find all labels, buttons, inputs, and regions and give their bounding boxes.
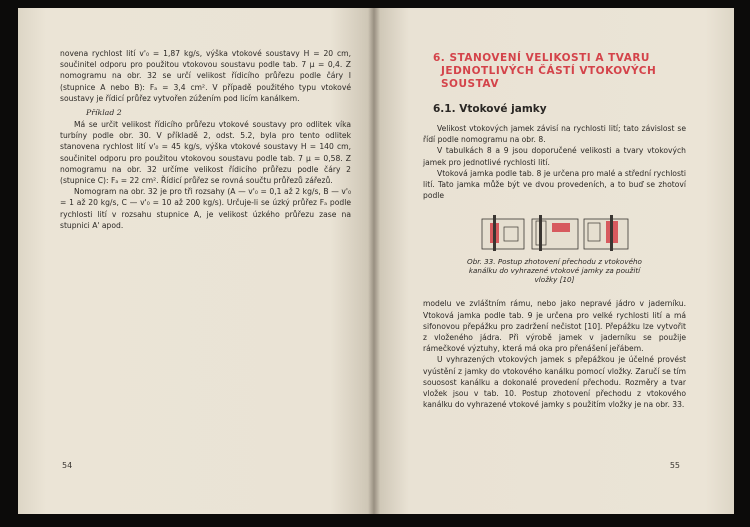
example-heading: Příklad 2 — [86, 108, 122, 118]
page-number: 54 — [62, 461, 73, 470]
chapter-title-line: 6. STANOVENÍ VELIKOSTI A TVARU — [433, 52, 650, 64]
chapter-title-line: SOUSTAV — [441, 78, 499, 90]
right-page — [373, 8, 734, 514]
paragraph: U vyhrazených vtokových jamek s přepážkou je účelné provést vyústění z jamky do vtokového kanálku pomocí vložky. Zaručí se tím souosost kanálku a dokonalé provedení přechodu. Rozměry a tvar vložek jsou v tab. 10. Postup zhotovení přechodu z vtokového kanálku do vyhrazené vtokové jamky s použitím vložky je na obr. 33. — [423, 355, 686, 410]
paragraph: V tabulkách 8 a 9 jsou doporučené velikosti a tvary vtokových jamek pro jednotlivé rychlosti lití. — [423, 146, 686, 167]
section-title: 6.1. Vtokové jamky — [433, 103, 547, 115]
insert-diagram — [480, 209, 630, 253]
page-number: 55 — [669, 461, 680, 470]
diagram-step-2 — [532, 215, 578, 251]
chapter-title — [423, 52, 686, 91]
left-page — [18, 8, 373, 514]
diagram-step-1 — [482, 215, 524, 251]
paragraph: novena rychlost lití v'₀ = 1,87 kg/s, výška vtokové soustavy H = 20 cm, součinitel odporu pro použitou vtokovou soustavu podle tab. 7 μ = 0,4. Z nomogramu na obr. 32 se určí velikost řídicího průřezu podle čáry I (stupnice A nebo B): Fₐ = 3,4 cm². V případě použitého typu vtokové soustavy je řídicí průřez vytvořen zúžením pod licím kanálkem. — [60, 49, 351, 103]
book-gutter — [368, 8, 380, 514]
paragraph: Vtoková jamka podle tab. 8 je určena pro malé a střední rychlosti lití. Tato jamka může být ve dvou provedeních, a to buď se zhotoví podle — [423, 168, 686, 201]
paragraph: Má se určit velikost řídicího průřezu vtokové soustavy pro odlitek víka turbíny podle obr. 30. V příkladě 2, odst. 5.2, byla pro tento odlitek stanovena rychlost lití v'₀ = 45 kg/s, výška vtokové soustavy H = 140 cm, součinitel odporu pro použitou vtokovou soustavu podle tab. 7 μ = 0,58. Z nomogramu na obr. 32 určíme velikost řídicího průřezu podle čáry 2 (stupnice C): Fₐ = 22 cm². Řídicí průřez se rovná součtu průřezů zářezů. — [60, 120, 351, 186]
diagram-step-3 — [584, 215, 628, 251]
figure-33 — [423, 209, 686, 253]
chapter-title-line: JEDNOTLIVÝCH ČÁSTÍ VTOKOVÝCH — [441, 65, 657, 77]
open-book — [18, 8, 734, 514]
paragraph: modelu ve zvláštním rámu, nebo jako nepravé jádro v jaderníku. Vtoková jamka podle tab. 9 je určena pro velké rychlosti lití a má sifonovou přepážku pro zadržení nečistot [10]. Přepážku lze vytvořit z vloženého jádra. Při výrobě jamek v jaderníku se použije rámečkové výztuhy, která má oka pro přenášení jeřábem. — [423, 299, 686, 354]
figure-caption: Obr. 33. Postup zhotovení přechodu z vtokového kanálku do vyhrazené vtokové jamky za použití vložky [10] — [467, 257, 642, 285]
paragraph: Nomogram na obr. 32 je pro tři rozsahy (A — v'₀ = 0,1 až 2 kg/s, B — v'₀ = 1 až 20 kg/s, C — v'₀ = 10 až 200 kg/s). Určuje-li se úzký průřez Fₐ podle rychlosti lití v rozsahu stupnice A, je velikost úzkého průřezu zase na stupnici A' apod. — [60, 187, 351, 230]
paragraph: Velikost vtokových jamek závisí na rychlosti lití; tato závislost se řídí podle nomogramu na obr. 8. — [423, 124, 686, 145]
